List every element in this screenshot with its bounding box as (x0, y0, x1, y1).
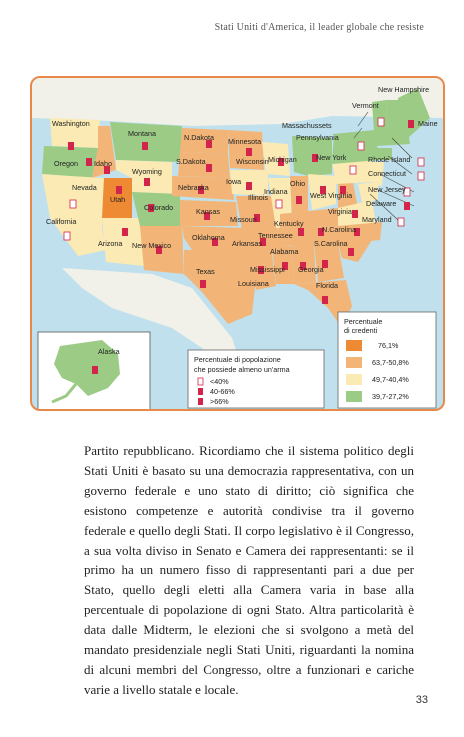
label-rhode-island: Rhode Island (368, 155, 411, 164)
label-kentucky: Kentucky (274, 219, 304, 228)
label-michigan: Michigan (268, 155, 297, 164)
label-arkansas: Arkansas (232, 239, 262, 248)
weapons-legend-title-line2: che possiede almeno un'arma (194, 365, 290, 374)
label-new-york: New York (316, 153, 347, 162)
label-utah: Utah (110, 195, 126, 204)
credit-legend-title-line1: Percentuale (344, 317, 383, 326)
label-pennsylvania: Pennsylvania (296, 133, 339, 142)
label-louisiana: Louisiana (238, 279, 269, 288)
label-colorado: Colorado (144, 203, 174, 212)
body-text (84, 441, 414, 700)
label-montana: Montana (128, 129, 156, 138)
weapons-legend-item-low: <40% (210, 377, 229, 386)
label-nevada: Nevada (72, 183, 97, 192)
label-n-carolina: N.Carolina (322, 225, 356, 234)
label-maine: Maine (418, 119, 438, 128)
label-delaware: Delaware (366, 199, 397, 208)
credit-legend (338, 312, 436, 408)
label-california: California (46, 217, 77, 226)
label-oregon: Oregon (54, 159, 78, 168)
label-new-mexico: New Mexico (132, 241, 172, 250)
label-nebraska: Nebraska (178, 183, 209, 192)
credit-legend-item-3: 49,7-40,4% (372, 375, 409, 384)
state-massachussets (374, 132, 410, 146)
weapons-legend-item-mid: 40-66% (210, 387, 235, 396)
label-texas: Texas (196, 267, 215, 276)
label-massachussets: Massachussets (282, 121, 332, 130)
label-new-hampshire: New Hampshire (378, 85, 430, 94)
label-washington: Washington (52, 119, 90, 128)
state-new-hampshire (386, 100, 400, 132)
label-mississippi: Mississippi (250, 265, 285, 274)
label-alaska: Alaska (98, 347, 120, 356)
page-number: 33 (415, 694, 428, 706)
credit-legend-item-2: 63,7-50,8% (372, 358, 409, 367)
label-illinois: Illinois (248, 193, 268, 202)
label-tennessee: Tennessee (258, 231, 293, 240)
label-missouri: Missouri (230, 215, 257, 224)
alaska-inset (38, 332, 150, 409)
label-wisconsin: Wisconsin (236, 157, 269, 166)
label-indiana: Indiana (264, 187, 288, 196)
credit-legend-item-1: 76,1% (378, 341, 399, 350)
credit-legend-item-4: 39,7-27,2% (372, 392, 409, 401)
label-n-dakota: N.Dakota (184, 133, 214, 142)
label-florida: Florida (316, 281, 338, 290)
label-alabama: Alabama (270, 247, 299, 256)
label-s-carolina: S.Carolina (314, 239, 348, 248)
label-new-jersey: New Jersey (368, 185, 406, 194)
label-virginia: Virginia (328, 207, 352, 216)
weapons-legend-item-high: >66% (210, 397, 229, 406)
label-connecticut: Connecticut (368, 169, 406, 178)
label-west-virginia: West Virginia (310, 191, 353, 200)
label-wyoming: Wyoming (132, 167, 162, 176)
label-oklahoma: Oklahoma (192, 233, 225, 242)
label-s-dakota: S.Dakota (176, 157, 206, 166)
weapons-legend (188, 350, 324, 408)
running-header: Stati Uniti d'America, il leader globale che resiste (214, 22, 424, 33)
credit-legend-title-line2: di credenti (344, 326, 378, 335)
label-minnesota: Minnesota (228, 137, 262, 146)
weapons-legend-title-line1: Percentuale di popolazione (194, 355, 281, 364)
us-map-figure (30, 76, 445, 411)
label-maryland: Maryland (362, 215, 392, 224)
label-kansas: Kansas (196, 207, 220, 216)
label-georgia: Georgia (298, 265, 324, 274)
us-map (32, 78, 443, 409)
label-vermont: Vermont (352, 101, 379, 110)
label-idaho: Idaho (94, 159, 112, 168)
label-ohio: Ohio (290, 179, 306, 188)
body-paragraph: Partito repubblicano. Ricordiamo che il sistema politico degli Stati Uniti è basato su una democrazia rappresentativa, con un governo federale e uno stato di diritto; ciò significa che esistono competenze e autorità condivise tra il governo federale e quello degli Stati. Il corpo legislativo è il Congresso, a sua volta diviso in Senato e Camera dei rappresentanti: se il primo ha un numero fisso di rappresentanti pari a due per Stato, quello degli eletti alla Camera varia in base alla percentuale di popolazione di ogni Stato. Altra particolarità è data dalle Midterm, le elezioni che si svolgono a metà del mandato presidenziale negli Stati Uniti, riguardanti la nomina di alcuni membri del Congresso, oltre a funzionari e cariche varie a livello statale e locale. (84, 443, 414, 697)
label-iowa: Iowa (226, 177, 242, 186)
label-arizona: Arizona (98, 239, 123, 248)
